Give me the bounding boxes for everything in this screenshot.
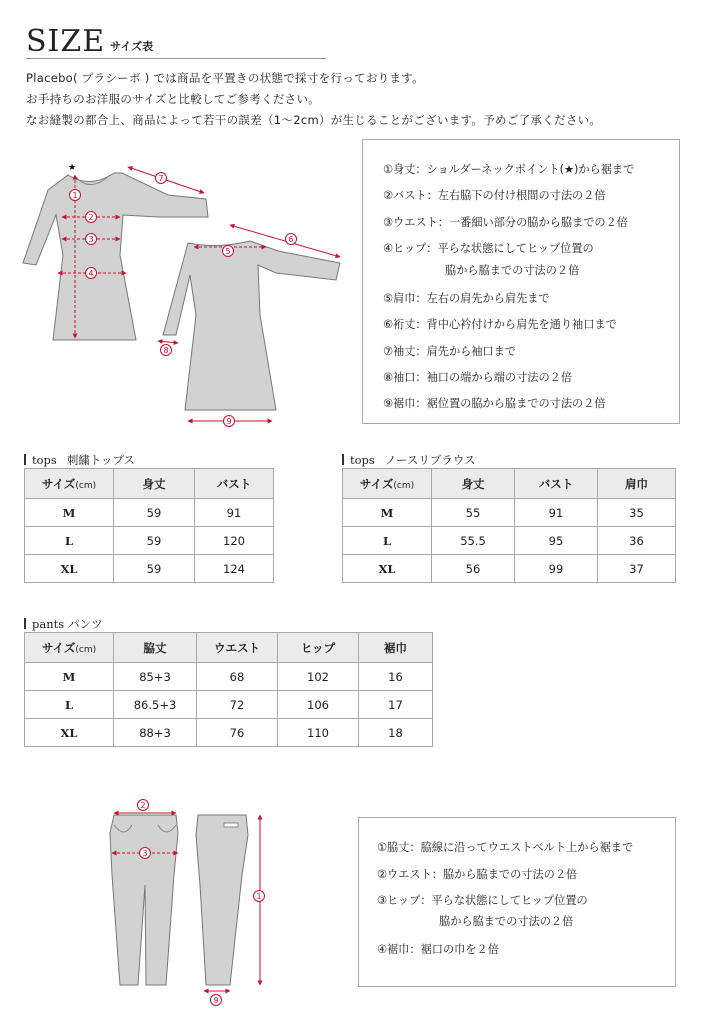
table-row: XL 56 99 37 <box>343 555 676 583</box>
legend-item: ⑥裄丈：背中心衿付けから肩先を通り袖口まで <box>383 318 617 331</box>
section-label-en: tops <box>350 453 375 467</box>
table-header: 身丈 <box>432 469 515 499</box>
measure-number: 2 <box>88 213 94 222</box>
legend-item: ④裾巾：裾口の巾を２倍 <box>377 943 499 956</box>
legend-item: ④ヒップ：平らな状態にしてヒップ位置の <box>383 242 594 255</box>
measure-number: 1 <box>256 892 262 901</box>
section-label-embroidered-tops <box>24 452 135 468</box>
section-bar <box>24 618 26 629</box>
pants-front-shape <box>110 815 178 985</box>
table-header: 身丈 <box>114 469 195 499</box>
page-subtitle: サイズ表 <box>110 40 154 53</box>
pants-diagram <box>100 795 280 1010</box>
legend-item: ①脇丈：脇線に沿ってウエストベルト上から裾まで <box>377 841 634 854</box>
intro-text <box>26 68 601 131</box>
table-header: 肩巾 <box>598 469 676 499</box>
intro-line: Placebo( プラシーボ ) では商品を平置きの状態で採寸を行っております。 <box>26 71 424 85</box>
section-label-sleeveless-blouse <box>342 452 476 468</box>
legend-item: ②ウエスト：脇から脇までの寸法の２倍 <box>377 868 578 881</box>
tops-legend-box <box>362 139 680 424</box>
table-header: ウエスト <box>197 633 278 663</box>
title-divider <box>26 58 326 59</box>
measure-number: 3 <box>142 849 148 858</box>
table-row: L 55.5 95 36 <box>343 527 676 555</box>
size-table-pants <box>24 632 433 747</box>
table-header: バスト <box>515 469 598 499</box>
intro-line: なお縫製の都合上、商品によって若干の誤差（1〜2cm）が生じることがございます。予めご了承ください。 <box>26 113 602 127</box>
dress-back-shape <box>163 241 340 410</box>
legend-item: ③ウエスト：一番細い部分の脇から脇までの２倍 <box>383 216 628 229</box>
table-header: 裾巾 <box>359 633 433 663</box>
table-header: ヒップ <box>278 633 359 663</box>
legend-item: 脇から脇までの寸法の２倍 <box>439 915 574 928</box>
table-row: XL 88+3 76 110 18 <box>25 719 433 747</box>
measure-number: 9 <box>226 417 232 426</box>
measure-number: 8 <box>163 346 169 355</box>
table-row: M 59 91 <box>25 499 274 527</box>
star-marker: ★ <box>68 163 77 173</box>
table-header: 脇丈 <box>114 633 197 663</box>
legend-item: ⑨裾巾：裾位置の脇から脇までの寸法の２倍 <box>383 397 606 410</box>
size-table-sleeveless-blouse <box>342 468 676 583</box>
table-row: L 86.5+3 72 106 17 <box>25 691 433 719</box>
table-row: XL 59 124 <box>25 555 274 583</box>
table-row: L 59 120 <box>25 527 274 555</box>
pants-side-shape <box>196 815 248 985</box>
section-label-en: tops <box>32 453 57 467</box>
table-row: M 55 91 35 <box>343 499 676 527</box>
measure-number: 9 <box>213 996 219 1005</box>
measure-number: 2 <box>140 801 146 810</box>
section-label-pants <box>24 616 103 632</box>
legend-item: ①身丈：ショルダーネックポイント(★)から裾まで <box>383 163 635 176</box>
section-bar <box>24 454 26 465</box>
table-header: サイズ(cm) <box>343 469 432 499</box>
pants-legend-box <box>358 817 676 987</box>
measure-number: 5 <box>225 247 231 256</box>
legend-item: ③ヒップ：平らな状態にしてヒップ位置の <box>377 894 588 907</box>
measure-number: 1 <box>72 191 78 200</box>
legend-item: 脇から脇までの寸法の２倍 <box>445 264 580 277</box>
measure-number: 3 <box>88 235 94 244</box>
intro-line: お手持ちのお洋服のサイズと比較してご参考ください。 <box>26 92 321 106</box>
page-title: SIZE <box>26 24 106 59</box>
section-label-jp: ノースリブラウス <box>384 453 476 467</box>
legend-item: ②バスト：左右脇下の付け根間の寸法の２倍 <box>383 189 606 202</box>
legend-item: ⑧袖口：袖口の端から端の寸法の２倍 <box>383 371 573 384</box>
section-label-jp: パンツ <box>68 617 103 631</box>
section-label-en: pants <box>32 617 65 631</box>
legend-item: ⑦袖丈：肩先から袖口まで <box>383 345 517 358</box>
measure-number: 6 <box>288 235 294 244</box>
tops-diagram <box>18 155 353 435</box>
legend-item: ⑤肩巾：左右の肩先から肩先まで <box>383 292 550 305</box>
size-table-embroidered-tops <box>24 468 274 583</box>
section-bar <box>342 454 344 465</box>
section-label-jp: 刺繍トップス <box>66 453 136 467</box>
measure-number: 4 <box>88 269 94 278</box>
table-header: サイズ(cm) <box>25 469 114 499</box>
table-header: バスト <box>195 469 274 499</box>
table-header: サイズ(cm) <box>25 633 114 663</box>
measure-number: 7 <box>158 174 164 183</box>
table-row: M 85+3 68 102 16 <box>25 663 433 691</box>
